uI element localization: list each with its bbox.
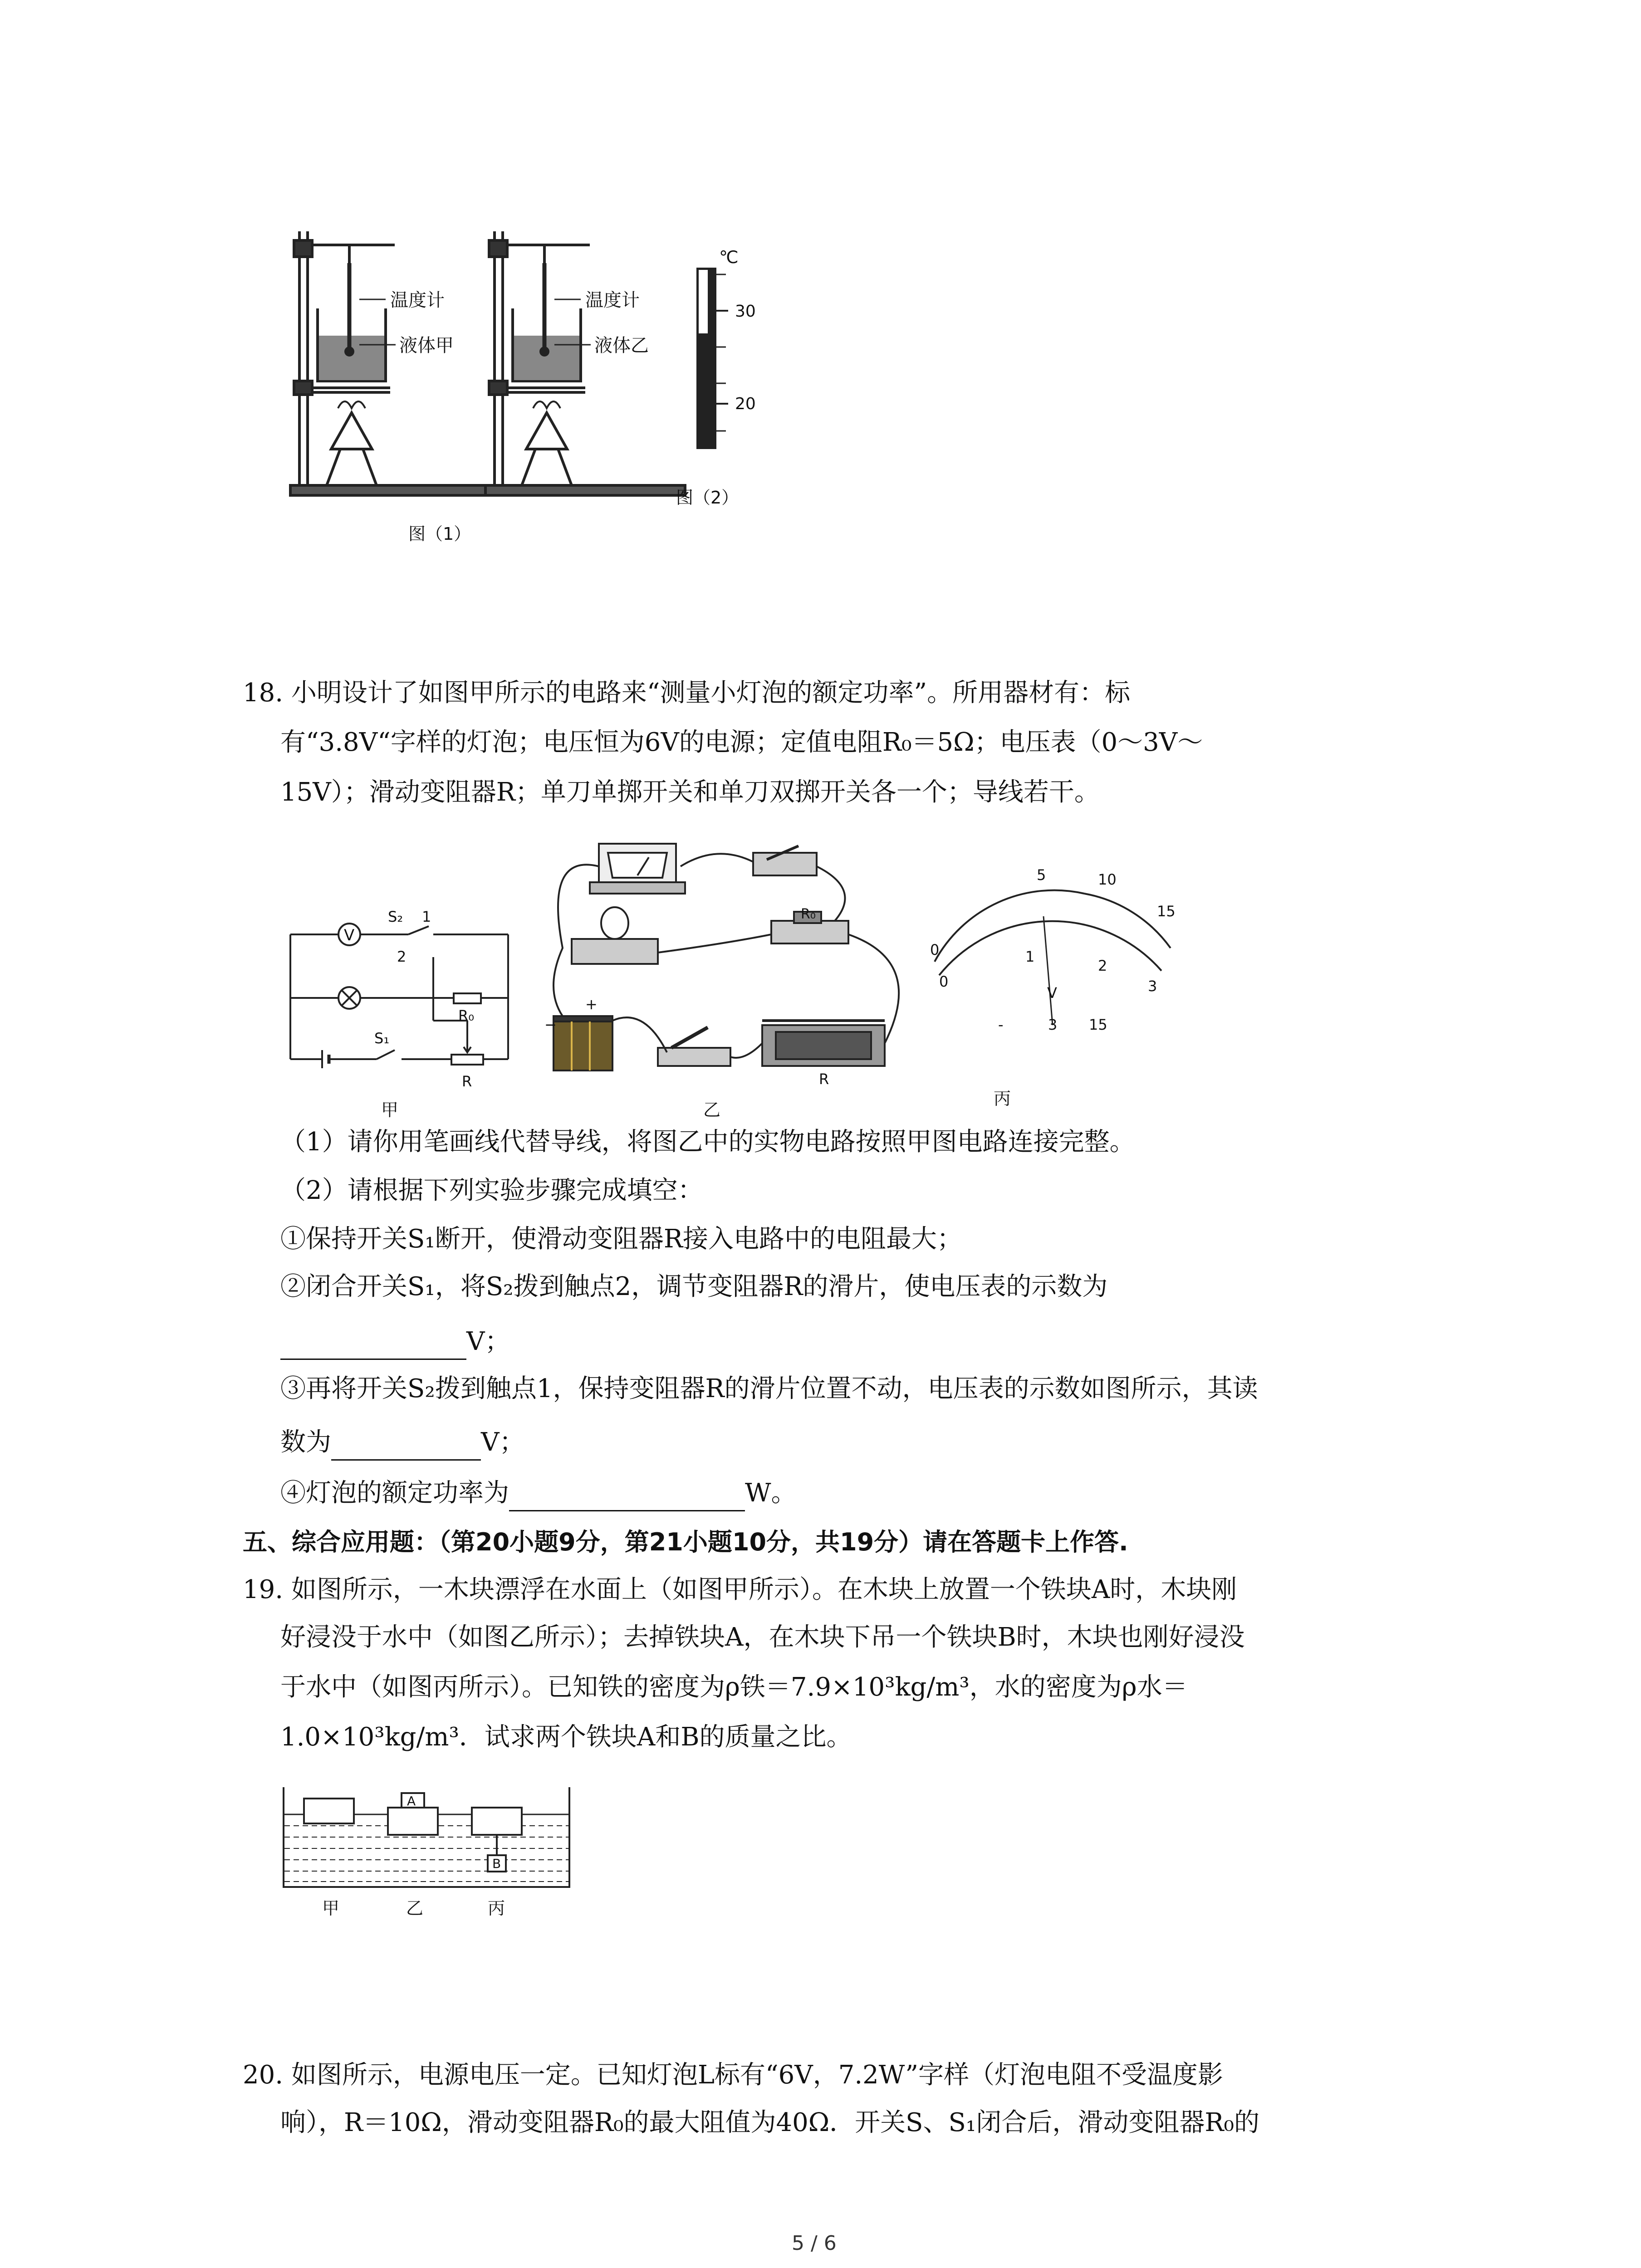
block-a-label: A [407,1794,416,1809]
physical-circuit-yi [554,844,899,1070]
label-r: R [462,1073,472,1090]
q18-step2: ②闭合开关S₁，将S₂拨到触点2，调节变阻器R的滑片，使电压表的示数为 [280,1272,1108,1301]
step4-unit: W。 [745,1478,797,1508]
liquid-a-label: 液体甲 [399,335,454,356]
q19-line1: 19. 如图所示，一木块漂浮在水面上（如图甲所示）。在木块上放置一个铁块A时，木块刚 [243,1575,1237,1604]
dial-3: 3 [1148,978,1157,995]
liquid-b-label: 液体乙 [594,335,649,356]
answer-blank-step2[interactable] [280,1330,466,1360]
q18-sub1: （1）请你用笔画线代替导线，将图乙中的实物电路按照甲图电路连接完整。 [280,1127,1135,1157]
caption-jia: 甲 [381,1100,399,1120]
q18-step1: ①保持开关S₁断开，使滑动变阻器R接入电路中的电阻最大； [280,1224,962,1254]
q18-step3: ③再将开关S₂拨到触点1，保持变阻器R的滑片位置不动，电压表的示数如图所示，其读 [280,1374,1258,1403]
battery-minus: − [544,1016,557,1033]
tick-20: 20 [735,395,756,413]
thermometer-label-1: 温度计 [390,290,445,311]
stand-2 [485,231,685,495]
battery-plus: + [585,996,598,1013]
block-b-label: B [492,1856,501,1871]
dial-0: 0 [939,973,949,990]
caption-bing: 丙 [994,1089,1011,1109]
unit-celsius: ℃ [719,247,739,267]
step2-unit: V； [466,1327,510,1356]
answer-blank-step3[interactable] [331,1431,481,1461]
q19-line4: 1.0×10³kg/m³．试求两个铁块A和B的质量之比。 [280,1722,852,1752]
step3-pre: 数为 [280,1427,331,1457]
q18-sub2: （2）请根据下列实验步骤完成填空： [280,1176,703,1205]
dial-v: V [1047,984,1057,1002]
label-r-physical: R [819,1070,829,1088]
fig17-apparatus [254,213,808,567]
voltmeter-dial-bing [935,890,1171,1025]
label-r0: R₀ [458,1007,475,1024]
fig1-caption: 图（1） [408,524,471,544]
stand-1 [290,231,490,495]
q18-step2-answer [280,1324,510,1360]
fig19-water-tank [279,1778,588,1937]
q18-line1: 18. 小明设计了如图甲所示的电路来“测量小灯泡的额定功率”。所用器材有：标 [243,678,1131,708]
q19-line2: 好浸没于水中（如图乙所示）；去掉铁块A，在木块下吊一个铁块B时，木块也刚好浸没 [280,1623,1245,1652]
q18-step3-answer [280,1424,524,1461]
thermometer-scale [696,268,728,449]
caption-bing-19: 丙 [488,1898,505,1918]
term-minus: - [998,1016,1004,1033]
voltmeter-symbol: V [344,926,355,944]
q20-line1: 20. 如图所示，电源电压一定。已知灯泡L标有“6V，7.2W”字样（灯泡电阻不受温度影 [243,2060,1224,2090]
dial-2: 2 [1098,957,1107,974]
answer-blank-step4[interactable] [509,1482,745,1511]
q18-line2: 有“3.8V“字样的灯泡；电压恒为6V的电源；定值电阻R₀＝5Ω；电压表（0～3V～ [280,728,1203,757]
caption-jia-19: 甲 [322,1898,340,1918]
q18-line3: 15V）；滑动变阻器R；单刀单掷开关和单刀双掷开关各一个；导线若干。 [280,777,1100,807]
step4-pre: ④灯泡的额定功率为 [280,1478,509,1508]
q20-line2: 响），R＝10Ω，滑动变阻器R₀的最大阻值为40Ω．开关S、S₁闭合后，滑动变阻器R₀的 [280,2108,1259,2137]
caption-yi-19: 乙 [406,1898,424,1918]
q18-step4 [280,1475,797,1511]
dial-15: 15 [1157,903,1176,920]
section5-heading: 五、综合应用题：（第20小题9分，第21小题10分，共19分）请在答题卡上作答. [243,1528,1128,1556]
dial-0-top: 0 [930,941,940,958]
page-number: 5 / 6 [792,2232,837,2255]
caption-yi: 乙 [703,1100,721,1120]
term-15: 15 [1089,1016,1107,1033]
label-2: 2 [397,948,407,965]
dial-10: 10 [1098,871,1117,888]
label-s1: S₁ [374,1030,390,1047]
dial-5: 5 [1037,866,1046,884]
fig2-caption: 图（2） [676,488,739,508]
step3-unit: V； [481,1427,525,1457]
dial-1: 1 [1025,948,1035,965]
label-s2: S₂ [388,908,403,925]
term-3: 3 [1048,1016,1058,1033]
thermometer-label-2: 温度计 [585,290,640,311]
tick-30: 30 [735,302,756,321]
label-r0-physical: R₀ [801,906,816,922]
circuit-diagram-jia [290,924,508,1068]
fig18-circuits [272,826,1180,1125]
q19-line3: 于水中（如图丙所示）。已知铁的密度为ρ铁＝7.9×10³kg/m³，水的密度为ρ水＝ [280,1672,1188,1702]
label-1: 1 [422,908,431,925]
